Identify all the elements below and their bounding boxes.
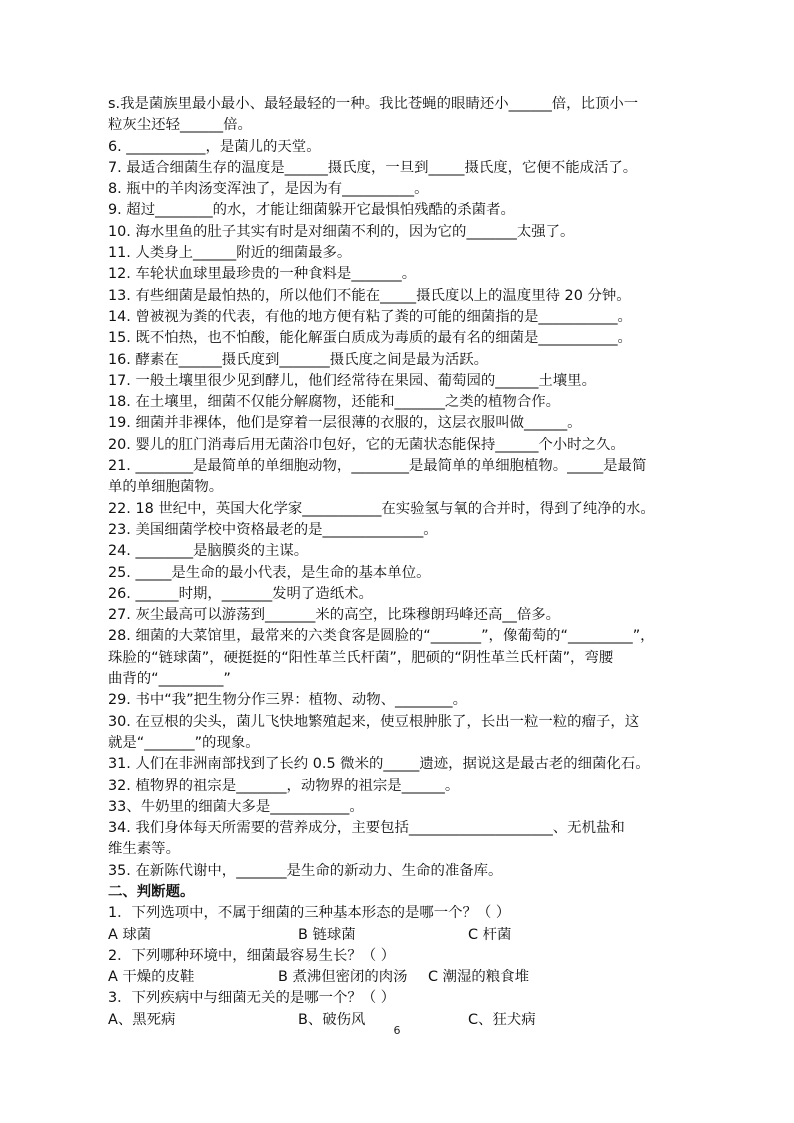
question-line: s.我是菌族里最小最小、最轻最轻的一种。我比苍蝇的眼睛还小______倍，比顶小一 — [108, 96, 639, 112]
fill-in-item — [108, 435, 698, 456]
fill-in-item — [108, 413, 698, 434]
fill-in-item — [108, 456, 698, 499]
question-line: 29. 书中“我”把生物分作三界：植物、动物、________。 — [108, 692, 467, 709]
question-line: 33、牛奶里的细菌大多是___________。 — [108, 798, 364, 815]
page-number: 6 — [393, 1024, 401, 1037]
fill-in-item — [108, 350, 698, 371]
question-line: 11. 人类身上______附近的细菌最多。 — [108, 245, 352, 262]
fill-in-item — [108, 605, 698, 626]
fill-in-item — [108, 137, 698, 158]
question-line: 17. 一般土壤里很少见到酵儿，他们经常待在果园、葡萄园的______土壤里。 — [108, 372, 596, 389]
question-line: 26. ______时期，_______发明了造纸术。 — [108, 585, 373, 602]
question-line: 31. 人们在非洲南部找到了长约 0.5 微米的_____遗迹，据说这是最古老的细菌化石。 — [108, 756, 650, 773]
option-b: B、破伤风 — [298, 1011, 366, 1028]
question-line: 珠脸的“链球菌”，硬挺挺的“阳性革兰氏杆菌”，肥硕的“阴性革兰氏杆菌”，弯腰 — [108, 649, 614, 666]
question-line: 6. ___________，是菌儿的天堂。 — [108, 138, 321, 155]
question-text: 3．下列疾病中与细菌无关的是哪一个？（ ） — [108, 990, 396, 1007]
question-line: 8. 瓶中的羊肉汤变浑浊了，是因为有__________。 — [108, 181, 429, 198]
question-text: 2．下列哪种环境中，细菌最容易生长？（ ） — [108, 947, 396, 964]
question-line: 就是“_______”的现象。 — [108, 734, 260, 751]
question-line: 维生素等。 — [108, 841, 180, 858]
option-c: C 潮湿的粮食堆 — [428, 969, 529, 986]
fill-in-item — [108, 776, 698, 797]
question-line: 10. 海水里鱼的肚子其实有时是对细菌不利的，因为它的_______太强了。 — [108, 223, 575, 240]
choice-question — [108, 903, 698, 946]
question-line: 27. 灰尘最高可以游荡到_______米的高空，比珠穆朗玛峰还高__倍多。 — [108, 607, 560, 624]
fill-in-item — [108, 328, 698, 349]
options-row — [108, 967, 698, 988]
option-b: B 链球菌 — [298, 926, 356, 943]
fill-in-item — [108, 626, 698, 690]
option-c: C 杆菌 — [468, 926, 512, 943]
choice-questions — [108, 903, 698, 1031]
fill-in-item — [108, 179, 698, 200]
question-line: 粒灰尘还轻______倍。 — [108, 117, 252, 134]
fill-in-questions — [108, 94, 698, 882]
option-a: A 干燥的皮鞋 — [108, 969, 195, 986]
question-line: 32. 植物界的祖宗是_______，动物界的祖宗是______。 — [108, 777, 460, 794]
question-line: 13. 有些细菌是最怕热的，所以他们不能在_____摄氏度以上的温度里待 20 分钟。 — [108, 287, 631, 304]
question-line: 34. 我们身体每天所需要的营养成分，主要包括____________________、无机盐和 — [108, 820, 625, 837]
fill-in-item — [108, 243, 698, 264]
question-line: 23. 美国细菌学校中资格最老的是______________。 — [108, 521, 438, 538]
fill-in-item — [108, 563, 698, 584]
fill-in-item — [108, 520, 698, 541]
fill-in-item — [108, 158, 698, 179]
question-line: 25. _____是生命的最小代表，是生命的基本单位。 — [108, 564, 431, 581]
question-line: 单的单细胞菌物。 — [108, 479, 224, 496]
question-line: 9. 超过________的水，才能让细菌躲开它最惧怕残酷的杀菌者。 — [108, 202, 515, 219]
option-c: C、狂犬病 — [468, 1011, 536, 1028]
question-line: 15. 既不怕热，也不怕酸，能化解蛋白质成为毒质的最有名的细菌是___________。 — [108, 330, 632, 347]
fill-in-item — [108, 264, 698, 285]
options-row — [108, 925, 698, 946]
fill-in-item — [108, 499, 698, 520]
question-line: 14. 曾被视为粪的代表，有他的地方便有粘了粪的可能的细菌指的是___________。 — [108, 308, 632, 325]
option-a: A、黑死病 — [108, 1011, 176, 1028]
fill-in-item — [108, 371, 698, 392]
document-body — [108, 94, 698, 1031]
question-line: 7. 最适合细菌生存的温度是______摄氏度，一旦到_____摄氏度，它便不能成活了。 — [108, 159, 638, 176]
choice-question — [108, 946, 698, 989]
question-line: 21. ________是最简单的单细胞动物，________是最简单的单细胞植物。_____是最简 — [108, 458, 647, 475]
question-line: 35. 在新陈代谢中，_______是生命的新动力、生命的准备库。 — [108, 862, 503, 879]
fill-in-item — [108, 584, 698, 605]
fill-in-item — [108, 797, 698, 818]
question-line: 12. 车轮状血球里最珍贵的一种食料是_______。 — [108, 266, 417, 283]
fill-in-item — [108, 861, 698, 882]
question-line: 24. ________是脑膜炎的主谋。 — [108, 543, 309, 560]
fill-in-item — [108, 307, 698, 328]
fill-in-item — [108, 286, 698, 307]
fill-in-item — [108, 94, 698, 137]
question-line: 30. 在豆根的尖头，菌儿飞快地繁殖起来，使豆根肿胀了，长出一粒一粒的瘤子，这 — [108, 713, 640, 730]
question-line: 28. 细菌的大菜馆里，最常来的六类食客是圆脸的“_______”，像葡萄的“_________”， — [108, 628, 655, 645]
section-title: 二、判断题。 — [108, 883, 195, 900]
question-text: 1．下列选项中，不属于细菌的三种基本形态的是哪一个？（ ） — [108, 905, 511, 922]
question-line: 19. 细菌并非裸体，他们是穿着一层很薄的衣服的，这层衣服叫做______。 — [108, 415, 582, 432]
question-line: 16. 酵素在______摄氏度到_______摄氏度之间是最为活跃。 — [108, 351, 489, 368]
fill-in-item — [108, 754, 698, 775]
question-line: 曲背的“_________” — [108, 671, 231, 688]
fill-in-item — [108, 712, 698, 755]
fill-in-item — [108, 690, 698, 711]
question-line: 18. 在土壤里，细菌不仅能分解腐物，还能和_______之类的植物合作。 — [108, 394, 560, 411]
fill-in-item — [108, 200, 698, 221]
fill-in-item — [108, 818, 698, 861]
question-line: 22. 18 世纪中，英国大化学家___________在实验氢与氧的合并时，得到了纯净的水。 — [108, 500, 655, 517]
fill-in-item — [108, 392, 698, 413]
question-line: 20. 婴儿的肛门消毒后用无菌浴巾包好，它的无菌状态能保持______个小时之久。 — [108, 436, 625, 453]
fill-in-item — [108, 222, 698, 243]
option-a: A 球菌 — [108, 926, 152, 943]
fill-in-item — [108, 541, 698, 562]
option-b: B 煮沸但密闭的肉汤 — [278, 969, 408, 986]
